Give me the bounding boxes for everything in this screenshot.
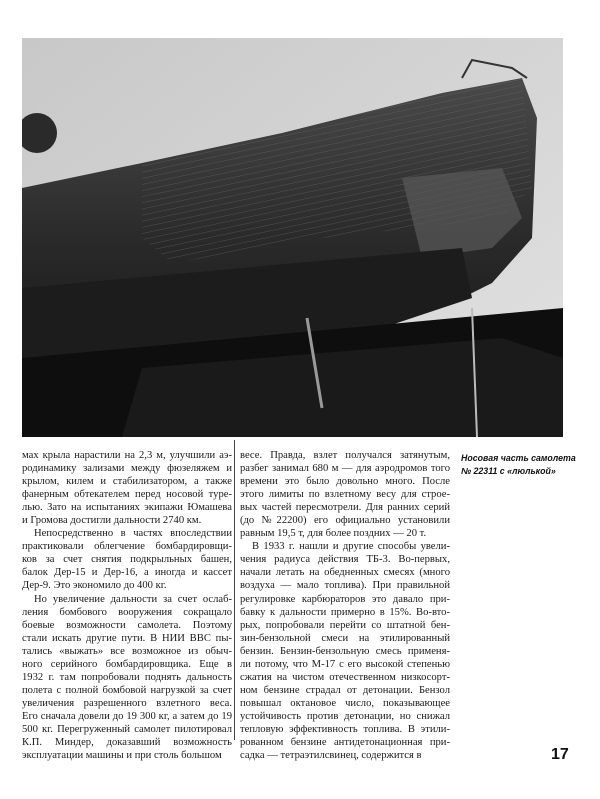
- text-line: практиковали облегчение бомбардировщи-: [22, 541, 232, 553]
- text-line: ном бензине страдал от детонации. Бензол: [240, 684, 450, 696]
- text-line: сжатия на чистом отечественном низкосорт-: [240, 671, 450, 683]
- text-line: регулировке карбюраторов это давало при-: [240, 593, 450, 605]
- text-line: фанерным обтекателем перед носовой туре-: [22, 489, 232, 501]
- text-line: времени это было довольно много. После: [240, 476, 450, 488]
- text-line: и Громова достигли дальности 2740 км.: [22, 515, 202, 527]
- text-line: повышал октановое число, показывающее: [240, 697, 450, 709]
- text-line: бавку к дальности примерно в 15%. Во-вто-: [240, 606, 450, 618]
- text-line: чения радиуса действия ТБ-3. Во-первых,: [240, 554, 450, 566]
- text-line: крылом, килем и стабилизатором, а также: [22, 476, 232, 488]
- text-column-middle: [240, 449, 450, 762]
- caption-line: Носовая часть самолета: [461, 453, 576, 463]
- text-line: Дер-9. Это экономило до 400 кг.: [22, 580, 167, 592]
- text-line: устойчивость против детонации, но снижал: [240, 710, 450, 722]
- paragraph: [22, 449, 232, 527]
- text-line: ного серийного бомбардировщика. Еще в: [22, 658, 232, 670]
- text-line: бензин. Бензин-бензольную смесь применя-: [240, 645, 450, 657]
- text-line: разбег занимал 680 м — для аэродромов того: [240, 463, 450, 475]
- text-line: воздуха — мало топлива). При правильной: [240, 580, 450, 592]
- text-line: 1932 г. там попробовали поднять дальность: [22, 671, 232, 683]
- text-line: боевые возможности самолета. Поэтому: [22, 619, 232, 631]
- column-divider: [234, 440, 235, 740]
- text-line: Непосредственно в частях впоследствии: [34, 528, 232, 540]
- text-line: 500 кг. Перегруженный самолет пилотировал: [22, 723, 232, 735]
- text-line: ков за счет снятия подкрыльных башен,: [22, 554, 232, 566]
- text-line: балок Дер-15 и Дер-16, а иногда и кассет: [22, 567, 232, 579]
- text-line: К.П. Миндер, доказавший возможность: [22, 737, 232, 749]
- text-line: рых, попробовали перейти со штатной бен-: [240, 619, 450, 631]
- text-line: увеличения разрешенного взлетного веса.: [22, 697, 232, 709]
- text-column-left: [22, 449, 232, 762]
- text-line: равным 19,5 т, для более поздних — 20 т.: [240, 528, 427, 540]
- photo-caption: [461, 452, 591, 477]
- text-line: В 1933 г. нашли и другие способы увели-: [252, 541, 450, 553]
- text-line: ления бомбового вооружения сокращало: [22, 606, 232, 618]
- text-line: (до №22200) его официально установили: [240, 515, 450, 527]
- caption-line: № 22311 с «люлькой»: [461, 465, 556, 476]
- text-line: вых частей пересмотрели. Для ранних серий: [240, 502, 450, 514]
- text-line: Его сначала довели до 19 300 кг, а затем до 19: [22, 710, 232, 722]
- paragraph: [22, 593, 232, 763]
- text-line: этого лимиты по взлетному весу для строе-: [240, 489, 450, 501]
- text-line: Но увеличение дальности за счет ослаб-: [34, 593, 232, 605]
- text-line: полета с полной бомбовой нагрузкой за счет: [22, 684, 232, 696]
- text-line: весе. Правда, взлет получался затянутым,: [240, 450, 450, 461]
- text-line: начали летать на обедненных смесях (много: [240, 567, 450, 579]
- text-line: рованном бензине антидетонационная при-: [240, 737, 450, 749]
- text-line: ли потому, что М-17 с его высокой степенью: [240, 658, 450, 670]
- text-line: мах крыла нарастили на 2,3 м, улучшили аэ-: [22, 450, 232, 461]
- text-line: стали искать другие пути. В НИИ ВВС пы-: [22, 632, 232, 644]
- text-line: родинамику зализами между фюзеляжем и: [22, 463, 232, 475]
- paragraph: [240, 449, 450, 540]
- paragraph: [240, 540, 450, 762]
- text-line: эксплуатации машины и при столь большом: [22, 750, 222, 762]
- text-line: тались «выжать» все возможное из обыч-: [22, 645, 232, 657]
- aircraft-nose-photo: [22, 38, 563, 437]
- text-line: зин-бензольной смеси на этилированный: [240, 632, 450, 644]
- paragraph: [22, 527, 232, 592]
- page-number: 17: [551, 746, 569, 763]
- text-line: садка — тетраэтилсвинец, содержится в: [240, 750, 422, 762]
- text-line: тепловую эффективность топлива. В этили-: [240, 723, 450, 735]
- text-line: лью. Зато на испытаниях экипажи Юмашева: [22, 502, 232, 514]
